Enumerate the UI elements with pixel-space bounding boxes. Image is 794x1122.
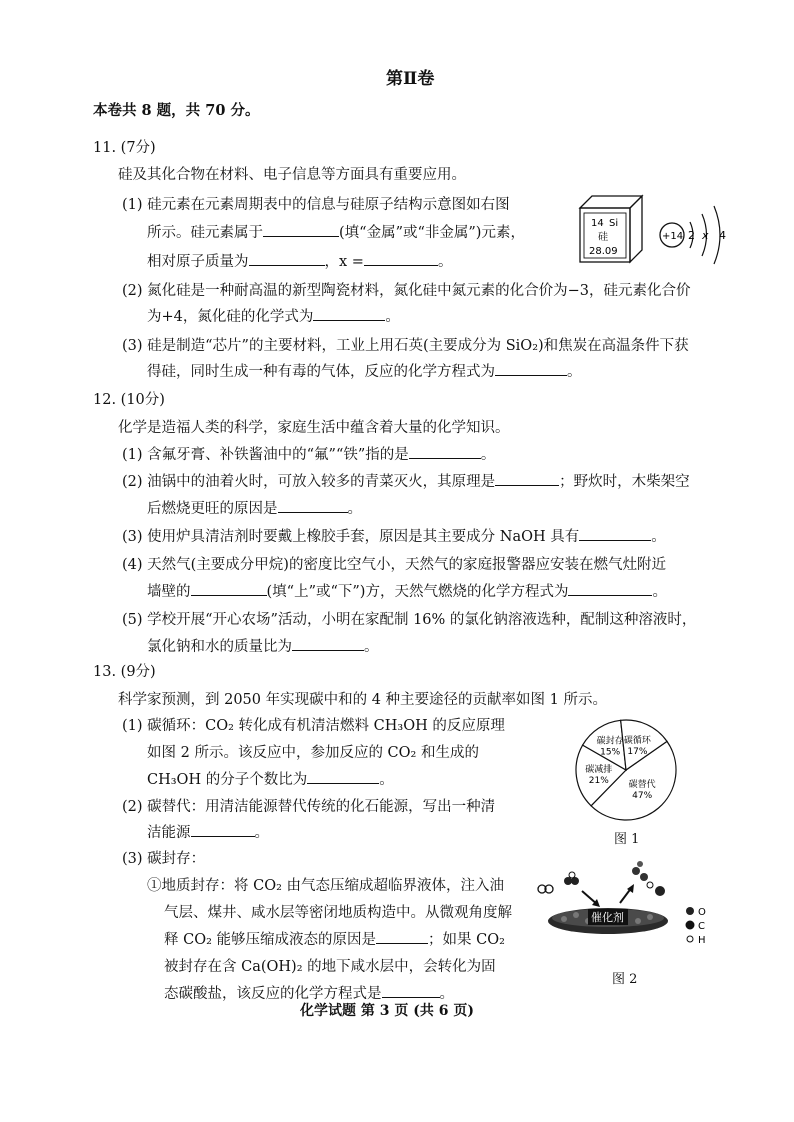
pie-slice-label: 碳封存	[596, 736, 624, 747]
q12-part5-line2: 氯化钠和水的质量比为 。	[147, 635, 379, 656]
q11-part2-line2: 为+4，氮化硅的化学式为 。	[147, 305, 400, 326]
shell-1-count: 2	[688, 229, 695, 242]
q12-part4-line1: (4) 天然气(主要成分甲烷)的密度比空气小，天然气的家庭报警器应安装在燃气灶附近	[122, 557, 666, 573]
answer-blank[interactable]	[579, 526, 651, 541]
q12-part1: (1) 含氟牙膏、补铁酱油中的“氟”“铁”指的是 。	[122, 443, 495, 464]
answer-blank[interactable]	[376, 929, 428, 944]
fig1-pie-chart	[566, 714, 696, 826]
q13-part1-line1: (1) 碳循环：CO₂ 转化成有机清洁燃料 CH₃OH 的反应原理	[122, 718, 505, 734]
section-title: 第Ⅱ卷	[386, 69, 435, 89]
pie-slice-label: 碳循环	[623, 735, 651, 746]
element-cube	[580, 196, 642, 262]
q12-part4-line2: 墙壁的 (填“上”或“下”)方，天然气燃烧的化学方程式为 。	[147, 580, 667, 601]
reaction-arrows	[582, 884, 634, 907]
q12-part2-line2: 后燃烧更旺的原因是 。	[147, 497, 362, 518]
shell-2-count: x	[702, 229, 709, 242]
q13-sub1-line1: ①地质封存：将 CO₂ 由气态压缩成超临界液体，注入油	[147, 878, 505, 894]
answer-blank[interactable]	[568, 581, 652, 596]
pie-slice-label: 47%	[632, 791, 653, 802]
fig1-caption: 图 1	[614, 832, 640, 847]
shell-3-count: 4	[719, 229, 726, 242]
q13-sub1-line5: 态碳酸盐，该反应的化学方程式是 。	[164, 982, 454, 1003]
answer-blank[interactable]	[263, 222, 339, 237]
answer-blank[interactable]	[191, 822, 255, 837]
fig2-caption: 图 2	[612, 972, 638, 987]
q12-part3: (3) 使用炉具清洁剂时要戴上橡胶手套，原因是其主要成分 NaOH 具有 。	[122, 525, 666, 546]
fig2-reaction-diagram	[528, 855, 708, 951]
section-intro: 本卷共 8 题，共 70 分。	[93, 102, 260, 119]
fig2-legend	[686, 907, 706, 946]
element-mass: 28.09	[589, 246, 618, 257]
q13-part3: (3) 碳封存：	[122, 851, 206, 867]
legend-c: C	[698, 921, 705, 932]
q11-part2-line1: (2) 氮化硅是一种耐高温的新型陶瓷材料，氮化硅中氮元素的化合价为−3，硅元素化合价	[122, 283, 691, 299]
q13-head: 13. (9分)	[93, 664, 156, 680]
pie-slice-label: 碳减排	[585, 764, 613, 775]
element-symbol: Si	[609, 218, 619, 229]
answer-blank[interactable]	[191, 581, 267, 596]
catalyst-surface	[548, 908, 668, 934]
q13-sub1-line2: 气层、煤井、咸水层等密闭地质构造中。从微观角度解	[164, 905, 512, 921]
q11-part3-line1: (3) 硅是制造“芯片”的主要材料，工业上用石英(主要成分为 SiO₂)和焦炭在高温条件下获	[122, 338, 689, 354]
pie-slice-label: 17%	[627, 746, 648, 757]
legend-h: H	[698, 935, 706, 946]
nucleus-charge: +14	[662, 231, 684, 242]
legend-o: O	[698, 907, 706, 918]
q13-sub1-line4: 被封存在含 Ca(OH)₂ 的地下咸水层中，会转化为固	[164, 959, 496, 975]
q13-part2-line2: 洁能源 。	[147, 821, 269, 842]
co2-molecules	[538, 872, 579, 893]
q11-part3-line2: 得硅，同时生成一种有毒的气体，反应的化学方程式为 。	[147, 360, 582, 381]
q13-sub1-line3: 释 CO₂ 能够压缩成液态的原因是 ；如果 CO₂	[164, 928, 505, 949]
page-footer: 化学试题 第 3 页 (共 6 页)	[300, 1003, 474, 1019]
q13-stem: 科学家预测，到 2050 年实现碳中和的 4 种主要途径的贡献率如图 1 所示。	[118, 692, 608, 708]
answer-blank[interactable]	[313, 306, 385, 321]
q12-part2-line1: (2) 油锅中的油着火时，可放入较多的青菜灭火，其原理是 ；野炊时，木柴架空	[122, 470, 690, 491]
q11-head: 11. (7分)	[93, 140, 156, 156]
q13-part2-line1: (2) 碳替代：用清洁能源替代传统的化石能源，写出一种清	[122, 799, 496, 815]
answer-blank[interactable]	[278, 498, 348, 513]
atom-structure-diagram	[660, 206, 726, 264]
q11-stem: 硅及其化合物在材料、电子信息等方面具有重要应用。	[118, 167, 466, 183]
answer-blank[interactable]	[364, 251, 438, 266]
catalyst-label: 催化剂	[591, 911, 624, 924]
answer-blank[interactable]	[495, 361, 567, 376]
answer-blank[interactable]	[495, 471, 559, 486]
q12-stem: 化学是造福人类的科学，家庭生活中蕴含着大量的化学知识。	[118, 420, 510, 436]
element-name: 硅	[598, 232, 608, 243]
q12-head: 12. (10分)	[93, 392, 165, 408]
q12-part5-line1: (5) 学校开展“开心农场”活动，小明在家配制 16% 的氯化钠溶液选种，配制这种溶液时，	[122, 612, 697, 628]
q13-part1-line3: CH₃OH 的分子个数比为 。	[147, 768, 394, 789]
pie-slice-label: 21%	[588, 775, 609, 786]
q11-part1-line3: 相对原子质量为 ，x = 。	[147, 250, 452, 271]
answer-blank[interactable]	[409, 444, 481, 459]
element-number: 14	[591, 218, 604, 229]
answer-blank[interactable]	[382, 983, 440, 998]
methanol-molecule	[632, 861, 665, 896]
q11-part1-line1: (1) 硅元素在元素周期表中的信息与硅原子结构示意图如右图	[122, 197, 510, 213]
pie-slice-label: 15%	[600, 747, 621, 758]
answer-blank[interactable]	[292, 636, 364, 651]
q11-part1-line2: 所示。硅元素属于 (填“金属”或“非金属”)元素，	[147, 221, 525, 242]
silicon-element-figure	[578, 188, 728, 268]
answer-blank[interactable]	[307, 769, 379, 784]
answer-blank[interactable]	[249, 251, 325, 266]
q13-part1-line2: 如图 2 所示。该反应中，参加反应的 CO₂ 和生成的	[147, 745, 479, 761]
pie-slice-label: 碳替代	[628, 780, 656, 791]
